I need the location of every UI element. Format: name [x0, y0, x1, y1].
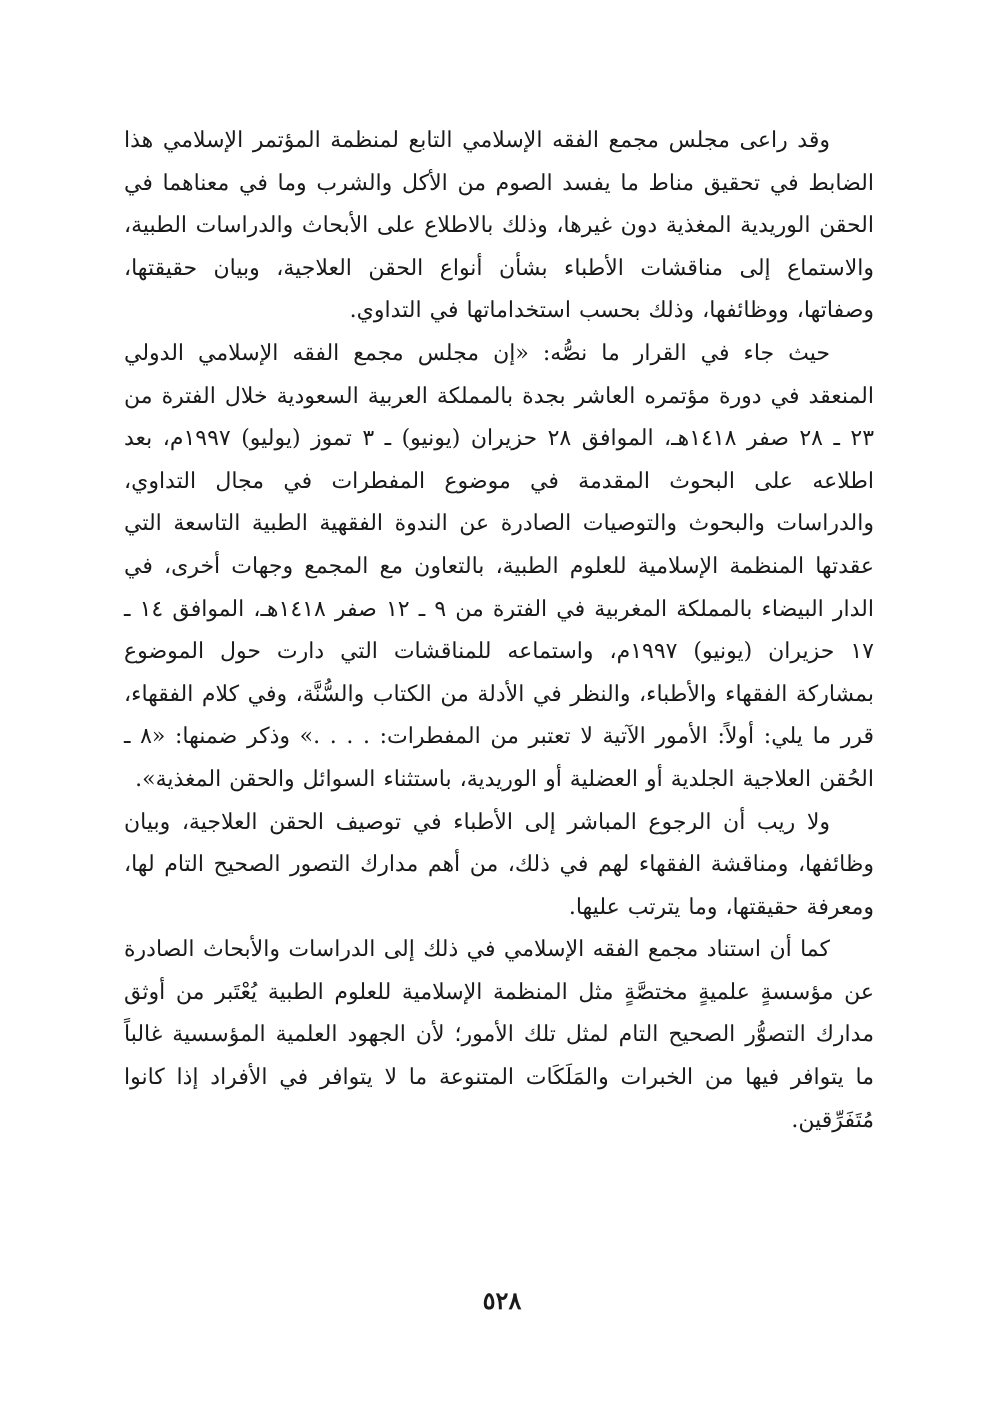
paragraph-3: ولا ريب أن الرجوع المباشر إلى الأطباء في توصيف الحقن العلاجية، وبيان وظائفها، ومناقشة الفقهاء لهم في ذلك، من أهم مدارك التصور الصحيح التام لها، ومعرفة حقيقتها، وما يترتب عليها.: [124, 809, 874, 920]
paragraph-1: وقد راعى مجلس مجمع الفقه الإسلامي التابع لمنظمة المؤتمر الإسلامي هذا الضابط في تحقيق مناط ما يفسد الصوم من الأكل والشرب وما في معناهما في الحقن الوريدية المغذية دون غيرها، وذلك بالاطلاع على الأبحاث والدراسات الطبية، والاستماع إلى مناقشات الأطباء بشأن أنواع الحقن العلاجية، وبيان حقيقتها، وصفاتها، ووظائفها، وذلك بحسب استخداماتها في التداوي.: [124, 128, 874, 324]
body-text: [124, 120, 874, 1142]
paragraph-4: كما أن استناد مجمع الفقه الإسلامي في ذلك إلى الدراسات والأبحاث الصادرة عن مؤسسةٍ علميةٍ مختصَّةٍ مثل المنظمة الإسلامية للعلوم الطبية يُعْتَبر من أوثق مدارك التصوُّر الصحيح التام لمثل تلك الأمور؛ لأن الجهود العلمية المؤسسية غالباً ما يتوافر فيها من الخبرات والمَلَكَات المتنوعة ما لا يتوافر في الأفراد إذا كانوا مُتَفَرِّقين.: [124, 937, 874, 1133]
page-number: ٥٢٨: [482, 1286, 522, 1315]
paragraph-2: حيث جاء في القرار ما نصُّه: «إن مجلس مجمع الفقه الإسلامي الدولي المنعقد في دورة مؤتمره العاشر بجدة بالمملكة العربية السعودية خلال الفترة من ٢٣ ـ ٢٨ صفر ١٤١٨هـ، الموافق ٢٨ حزيران (يونيو) ـ ٣ تموز (يوليو) ١٩٩٧م، بعد اطلاعه على البحوث المقدمة في موضوع المفطرات في مجال التداوي، والدراسات والبحوث والتوصيات الصادرة عن الندوة الفقهية الطبية التاسعة التي عقدتها المنظمة الإسلامية للعلوم الطبية، بالتعاون مع المجمع وجهات أخرى، في الدار البيضاء بالمملكة المغربية في الفترة من ٩ ـ ١٢ صفر ١٤١٨هـ، الموافق ١٤ ـ ١٧ حزيران (يونيو) ١٩٩٧م، واستماعه للمناقشات التي دارت حول الموضوع بمشاركة الفقهاء والأطباء، والنظر في الأدلة من الكتاب والسُّنَّة، وفي كلام الفقهاء، قرر ما يلي: أولاً: الأمور الآتية لا تعتبر من المفطرات: . . . .» وذكر ضمنها: «٨ ـ الحُقن العلاجية الجلدية أو العضلية أو الوريدية، باستثناء السوائل والحقن المغذية».: [124, 340, 875, 792]
